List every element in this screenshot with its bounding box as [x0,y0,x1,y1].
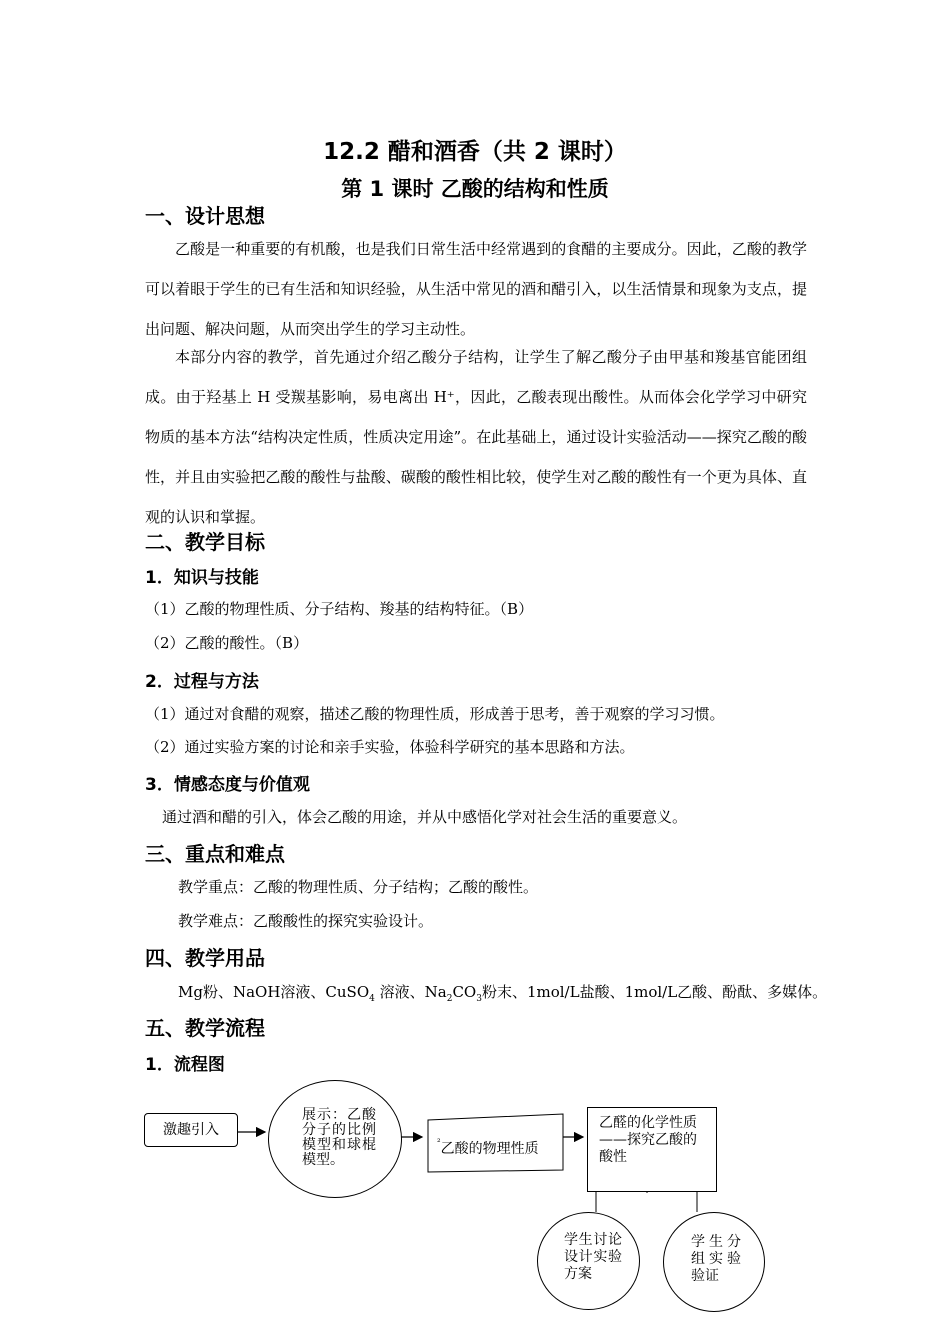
flow-node-intro: 激趣引入 [144,1113,238,1147]
subheading-knowledge: 1．知识与技能 [145,568,259,588]
goal-item: （1）通过对食醋的观察，描述乙酸的物理性质，形成善于思考，善于观察的学习习惯。 [145,705,725,723]
flow-node-models: 展示：乙酸分子的比例模型和球棍模型。 [268,1080,402,1198]
subheading-attitude: 3．情感态度与价值观 [145,775,310,795]
section-heading-flow: 五、教学流程 [145,1016,265,1040]
goal-item: （2）通过实验方案的讨论和亲手实验，体验科学研究的基本思路和方法。 [145,738,635,756]
flow-node-chemical: 乙醛的化学性质——探究乙酸的酸性 [587,1107,717,1192]
goal-item: （1）乙酸的物理性质、分子结构、羧基的结构特征。（B） [145,600,534,618]
section-heading-key-points: 三、重点和难点 [145,842,285,866]
attitude-text: 通过酒和醋的引入，体会乙酸的用途，并从中感悟化学对社会生活的重要意义。 [162,808,688,826]
paragraph-design-1: 乙酸是一种重要的有机酸，也是我们日常生活中经常遇到的食醋的主要成分。因此，乙酸的教学可以着眼于学生的已有生活和知识经验，从生活中常见的酒和醋引入，以生活情景和现象为支点，提出问题、解决问题，从而突出学生的学习主动性。 [145,240,807,338]
section-heading-materials: 四、教学用品 [145,946,265,970]
subheading-process: 2．过程与方法 [145,672,259,692]
subheading-flowchart: 1．流程图 [145,1055,225,1075]
paragraph-design-2: 本部分内容的教学，首先通过介绍乙酸分子结构，让学生了解乙酸分子由甲基和羧基官能团组成。由于羟基上 H 受羰基影响，易电离出 H⁺，因此，乙酸表现出酸性。从而体会化学学习中研究物质的基本方法“结构决定性质，性质决定用途”。在此基础上，通过设计实验活动——探究乙酸的酸性，并且由实验把乙酸的酸性与盐酸、碳酸的酸性相比较，使学生对乙酸的酸性有一个更为具体、直观的认识和掌握。 [145,348,807,526]
goal-item: （2）乙酸的酸性。（B） [145,634,309,652]
materials-text: Mg粉、NaOH溶液、CuSO$_4$ 溶液、$Na_2CO_3$粉末、1mol/L盐酸、1mol/L乙酸、酚酞、多媒体。 [178,983,828,1004]
section-heading-goals: 二、教学目标 [145,530,265,554]
document-subtitle: 第 1 课时 乙酸的结构和性质 [341,177,609,201]
document-title: 12.2 醋和酒香（共 2 课时） [323,139,627,165]
flow-node-experiment: 学生分组实验验证 [663,1212,765,1312]
section-heading-design: 一、设计思想 [145,204,265,228]
flow-node-discuss: 学生讨论设计实验方案 [537,1212,640,1310]
key-point-text: 教学重点：乙酸的物理性质、分子结构；乙酸的酸性。 [178,878,539,896]
difficult-point-text: 教学难点：乙酸酸性的探究实验设计。 [178,912,434,930]
flow-node-physical: $^{^2}$乙酸的物理性质 [437,1138,539,1157]
